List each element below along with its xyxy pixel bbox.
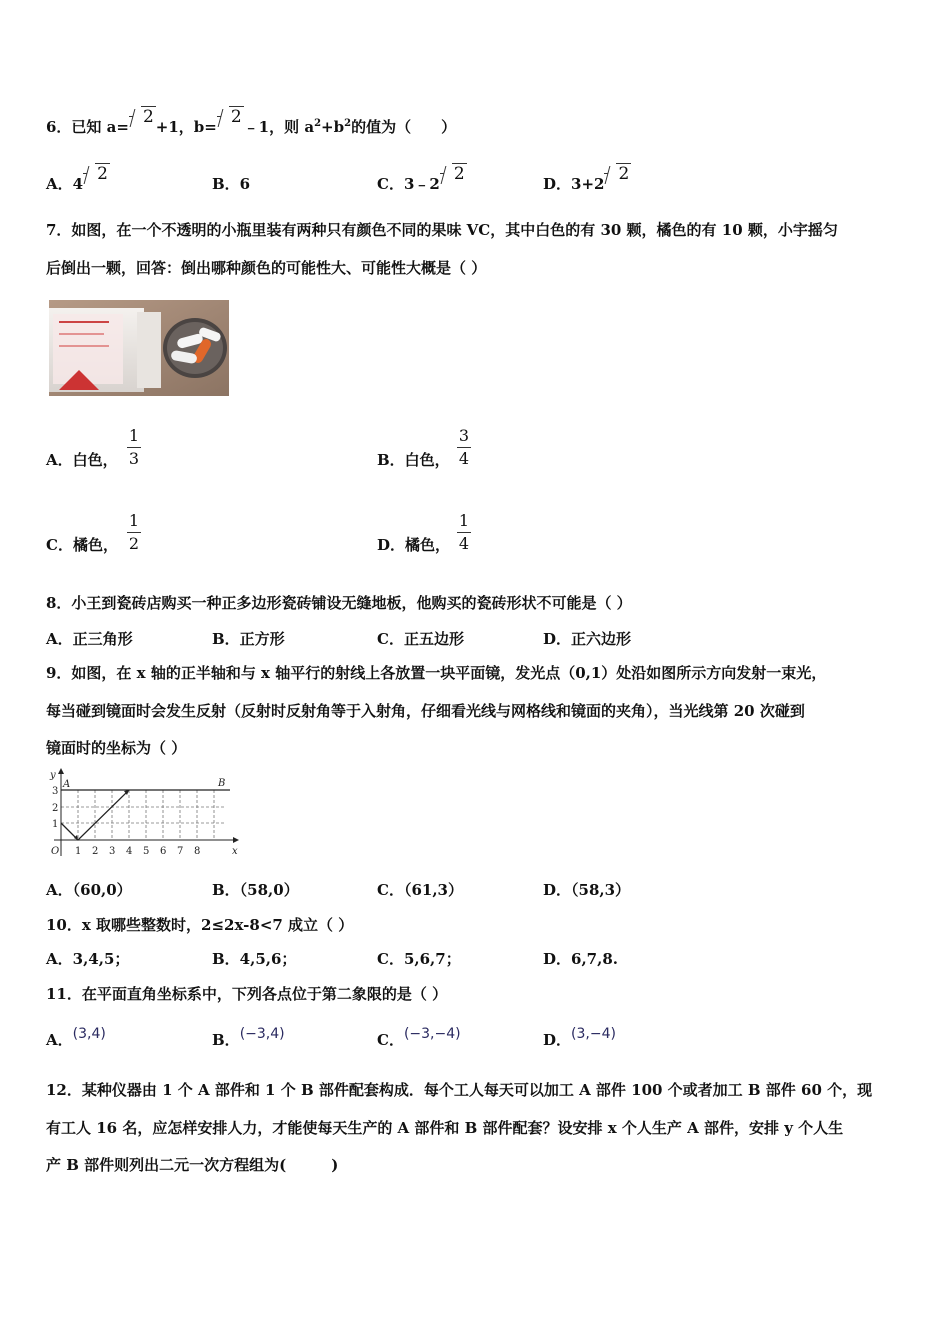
q10-option-d[interactable]: D．6,7,8.	[543, 950, 618, 968]
q6-mid1: +1，b=	[155, 118, 217, 136]
x-tick-7: 7	[177, 846, 184, 857]
q6-option-c[interactable]: C．3﹣2 2	[377, 164, 465, 193]
q12-line2: 有工人 16 名，应怎样安排人力，才能使每天生产的 A 部件和 B 部件配套？设安排 x 个人生产 A 部件，安排 y 个人生	[46, 1119, 844, 1137]
q7-option-c-fraction: 1 2	[128, 511, 140, 553]
x-tick-1: 1	[75, 846, 82, 857]
q10-option-b[interactable]: B．4,5,6；	[212, 950, 297, 968]
sqrt-2-symbol: 2	[83, 164, 110, 184]
q8-option-c[interactable]: C．正五边形	[377, 630, 464, 648]
q9-option-c[interactable]: C．（61,3）	[377, 881, 463, 899]
q9-line2: 每当碰到镜面时会发生反射（反射时反射角等于入射角，仔细看光线与网格线和镜面的夹角），当光线第 20 次碰到	[46, 702, 805, 720]
question-6: 6．已知 a= 2 +1，b= 2 ﹣1，则 $a^2+b^2$的值为（ ）	[46, 107, 457, 136]
q11-option-c-value: (−3,−4)	[403, 1026, 461, 1042]
q12-line1: 12．某种仪器由 1 个 A 部件和 1 个 B 部件配套构成．每个工人每天可以加工 A 部件 100 个或者加工 B 部件 60 个，现	[46, 1081, 873, 1099]
x-axis-label: x	[232, 846, 238, 857]
y-tick-2: 2	[52, 803, 59, 814]
sqrt-2-symbol: 2	[604, 164, 631, 184]
q6-mid2: ﹣1，则 a	[243, 118, 315, 136]
q7-line2: 后倒出一颗，回答：倒出哪种颜色的可能性大、可能性大概是（ ）	[46, 259, 487, 277]
sqrt-2-symbol: 2	[217, 107, 244, 127]
q7-option-a[interactable]: A．白色，	[46, 451, 118, 469]
q8-text: 8．小王到瓷砖店购买一种正多边形瓷砖铺设无缝地板，他购买的瓷砖形状不可能是（ ）	[46, 594, 632, 612]
q6-option-a[interactable]: A．4 2	[46, 164, 108, 193]
q8-option-a[interactable]: A．正三角形	[46, 630, 133, 648]
q6-suffix: 的值为（ ）	[351, 118, 457, 136]
y-axis-label: y	[50, 770, 56, 781]
q11-option-a[interactable]: A．(3,4)	[46, 1026, 106, 1049]
x-tick-4: 4	[126, 846, 133, 857]
q6-mid3: +b	[321, 118, 345, 136]
q9-option-b[interactable]: B．（58,0）	[212, 881, 299, 899]
q6-option-b[interactable]: B．6	[212, 175, 251, 193]
sqrt-2-symbol: 2	[129, 107, 156, 127]
sqrt-2-symbol: 2	[440, 164, 467, 184]
y-tick-3: 3	[52, 786, 59, 797]
x-tick-8: 8	[194, 846, 201, 857]
q11-option-a-value: (3,4)	[72, 1026, 106, 1042]
q11-option-d[interactable]: D．(3,−4)	[543, 1026, 616, 1049]
q11-option-b[interactable]: B．(−3,4)	[212, 1026, 285, 1049]
q10-text: 10．x 取哪些整数时，2≤2x-8<7 成立（ ）	[46, 916, 354, 934]
q7-option-c[interactable]: C．橘色，	[46, 536, 118, 554]
origin-label: O	[51, 846, 60, 857]
x-tick-6: 6	[160, 846, 167, 857]
q9-option-d[interactable]: D．（58,3）	[543, 881, 631, 899]
vitamin-bottle-photo	[49, 300, 229, 396]
q9-line1: 9．如图，在 x 轴的正半轴和与 x 轴平行的射线上各放置一块平面镜，发光点（0,1）处沿如图所示方向发射一束光，	[46, 664, 827, 682]
q6-option-d[interactable]: D．3+2 2	[543, 164, 630, 193]
q6-prefix: 6．已知 a=	[46, 118, 129, 136]
q7-option-a-fraction: 1 3	[128, 426, 140, 468]
q9-line3: 镜面时的坐标为（ ）	[46, 739, 187, 757]
q7-line1: 7．如图，在一个不透明的小瓶里装有两种只有颜色不同的果味 VC，其中白色的有 30 颗，橘色的有 10 颗，小宇摇匀	[46, 221, 838, 239]
point-a-label: A	[63, 779, 71, 790]
mirror-reflection-graph	[44, 766, 244, 860]
q10-option-a[interactable]: A．3,4,5；	[46, 950, 130, 968]
q7-option-b-fraction: 3 4	[458, 426, 470, 468]
point-b-label: B	[218, 778, 226, 789]
q11-option-d-value: (3,−4)	[571, 1026, 616, 1042]
x-tick-3: 3	[109, 846, 116, 857]
q11-text: 11．在平面直角坐标系中，下列各点位于第二象限的是（ ）	[46, 985, 448, 1003]
q7-option-d-fraction: 1 4	[458, 511, 470, 553]
x-tick-5: 5	[143, 846, 150, 857]
q11-option-c[interactable]: C．(−3,−4)	[377, 1026, 461, 1049]
x-tick-2: 2	[92, 846, 99, 857]
q11-option-b-value: (−3,4)	[239, 1026, 285, 1042]
q12-line3: 产 B 部件则列出二元一次方程组为( )	[46, 1156, 339, 1174]
q7-option-d[interactable]: D．橘色，	[377, 536, 451, 554]
q8-option-b[interactable]: B．正方形	[212, 630, 285, 648]
q8-option-d[interactable]: D．正六边形	[543, 630, 632, 648]
q7-option-b[interactable]: B．白色，	[377, 451, 450, 469]
q9-option-a[interactable]: A．（60,0）	[46, 881, 132, 899]
q10-option-c[interactable]: C．5,6,7；	[377, 950, 461, 968]
y-tick-1: 1	[52, 819, 59, 830]
